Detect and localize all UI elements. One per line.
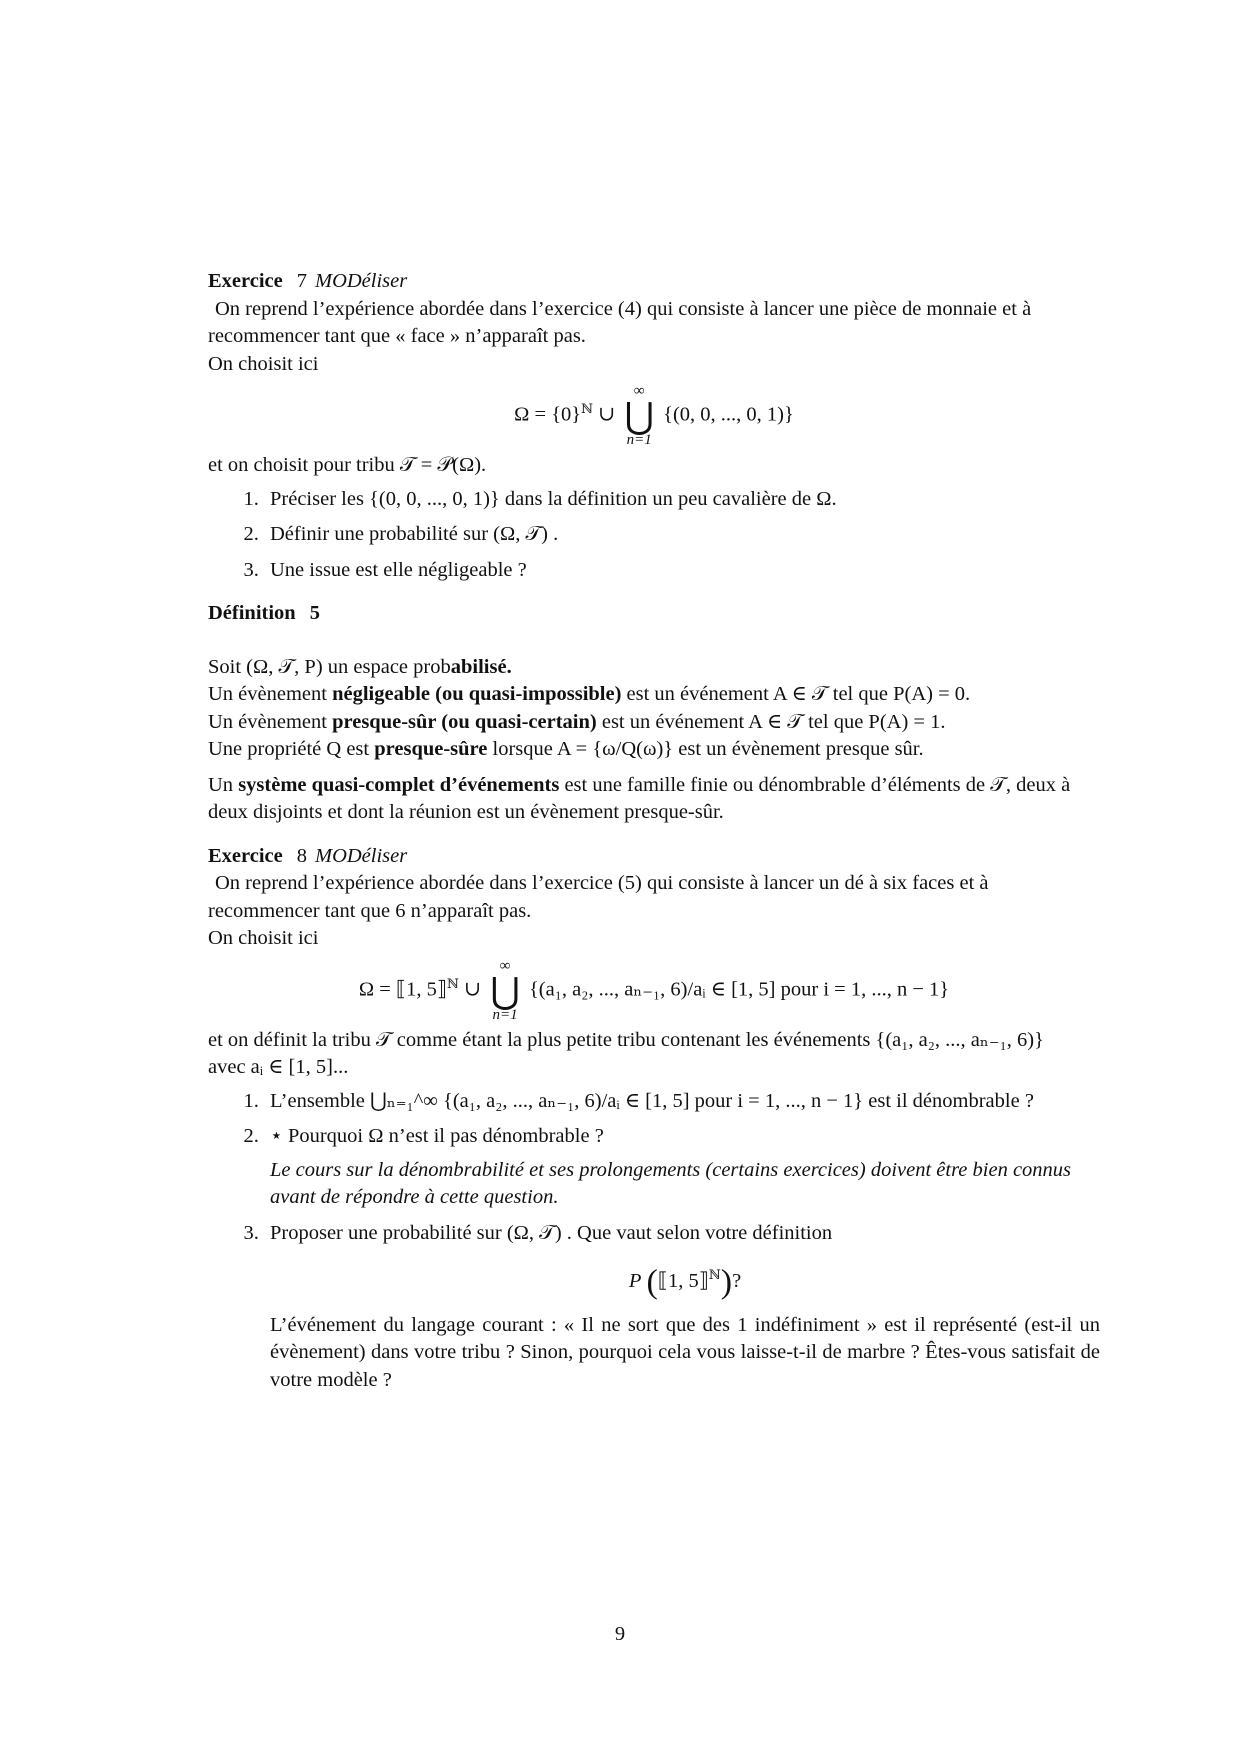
bigcup-operator: ∞ ⋃ n=1 — [624, 383, 654, 448]
bigcup-operator: ∞ ⋃ n=1 — [490, 957, 520, 1023]
definition-line: Soit (Ω, 𝒯, P) un espace probabilisé. — [208, 655, 512, 678]
question-item: 3. Proposer une probabilité sur (Ω, 𝒯) . Que vaut selon votre définition P (⟦1, 5⟧$^ℕ$)? L’événement du langage courant : « Il ne sort que des 1 indéfiniment » est il représenté (est-il un évènement) dans votre tribu ? Sinon, pourquoi cela vous laisse-t-il de marbre ? Êtes-vous satisfait de votre modèle ? — [264, 1220, 1100, 1395]
question-item: 1. L’ensemble ⋃ₙ₌₁^∞ {(a₁, a₂, ..., aₙ₋₁, 6)/aᵢ ∈ [1, 5] pour i = 1, ..., n − 1} est il dénombrable ? — [264, 1088, 1100, 1116]
definition-line: Une propriété Q est presque-sûre lorsque A = {ω/Q(ω)} est un évènement presque sûr. — [208, 738, 924, 760]
page-number: 9 — [614, 1623, 626, 1645]
question-remark: Le cours sur la dénombrabilité et ses prolongements (certains exercices) doivent être bien connus avant de répondre à cette question. — [270, 1158, 1072, 1208]
question-item: 2. Définir une probabilité sur (Ω, 𝒯) . — [264, 521, 1100, 549]
exercise-8-questions — [208, 1088, 1100, 1395]
definition-line: Un évènement presque-sûr (ou quasi-certain) est un événement A ∈ 𝒯 tel que P(A) = 1. — [208, 710, 946, 733]
definition-5-heading: Définition 5 — [208, 602, 320, 624]
exercise-8-intro: On reprend l’expérience abordée dans l’exercice (5) qui consiste à lancer un dé à six faces et à recommencer tant que 6 n’apparaît pas. — [208, 872, 989, 922]
exercise-8 — [208, 843, 1100, 1395]
question-item: 2. ⋆ Pourquoi Ω n’est il pas dénombrable ? Le cours sur la dénombrabilité et ses prolongements (certains exercices) doivent être bien connus avant de répondre à cette question. — [264, 1123, 1100, 1212]
exercise-tag: MODéliser — [315, 270, 408, 292]
exercise-7-questions — [208, 486, 1100, 585]
exercise-8-tribe-cont: avec aᵢ ∈ [1, 5]... — [208, 1056, 349, 1078]
exercise-7-choice: On choisit ici — [208, 352, 319, 375]
exercise-8-heading: Exercice 8 MODéliser — [208, 844, 408, 867]
probability-formula: P (⟦1, 5⟧$^ℕ$)? — [628, 1263, 742, 1301]
exercise-7-intro: On reprend l’expérience abordée dans l’exercice (4) qui consiste à lancer une pièce de monnaie et à recommencer tant que « face » n’apparaît pas. — [208, 297, 1032, 347]
exercise-8-formula: Ω = ⟦1, 5⟧$^ℕ$ ∪ ∞ ⋃ n=1 {(a₁, a₂, ..., aₙ₋₁, 6)/aᵢ ∈ [1, 5] pour i = 1, ..., n − 1} — [358, 957, 950, 1023]
exercise-number: 7 — [296, 270, 307, 292]
definition-line: Un système quasi-complet d’événements est une famille finie ou dénombrable d’éléments de 𝒯, deux à deux disjoints et dont la réunion est un évènement presque-sûr. — [208, 773, 1071, 823]
definition-line: Un évènement négligeable (ou quasi-impossible) est un événement A ∈ 𝒯 tel que P(A) = 0. — [208, 683, 971, 705]
question-text: L’événement du langage courant : « Il ne sort que des 1 indéfiniment » est il représenté (est-il un évènement) dans votre tribu ? Sinon, pourquoi cela vous laisse-t-il de marbre ? Êtes-vous satisfait de votre modèle ? — [270, 1313, 1100, 1391]
page-content — [208, 268, 1100, 1402]
question-item: 1. Préciser les {(0, 0, ..., 0, 1)} dans la définition un peu cavalière de Ω. — [264, 486, 1100, 514]
question-item: 3. Une issue est elle négligeable ? — [264, 557, 1100, 585]
definition-5 — [208, 600, 1100, 827]
exercise-label: Exercice — [208, 270, 283, 292]
exercise-8-tribe: et on définit la tribu 𝒯 comme étant la plus petite tribu contenant les événements {(a₁, a₂, ..., aₙ₋₁, 6)} — [208, 1028, 1044, 1051]
exercise-7-tribe: et on choisit pour tribu 𝒯 = 𝒫(Ω). — [208, 454, 487, 476]
exercise-7-formula: $\Omega = \{0\}^ℕ$ ∪ ∞ ⋃ n=1 {(0, 0, ..., 0, 1)} — [514, 383, 794, 448]
exercise-7-heading — [208, 268, 1100, 296]
exercise-7 — [208, 268, 1100, 584]
exercise-8-choice: On choisit ici — [208, 927, 319, 949]
